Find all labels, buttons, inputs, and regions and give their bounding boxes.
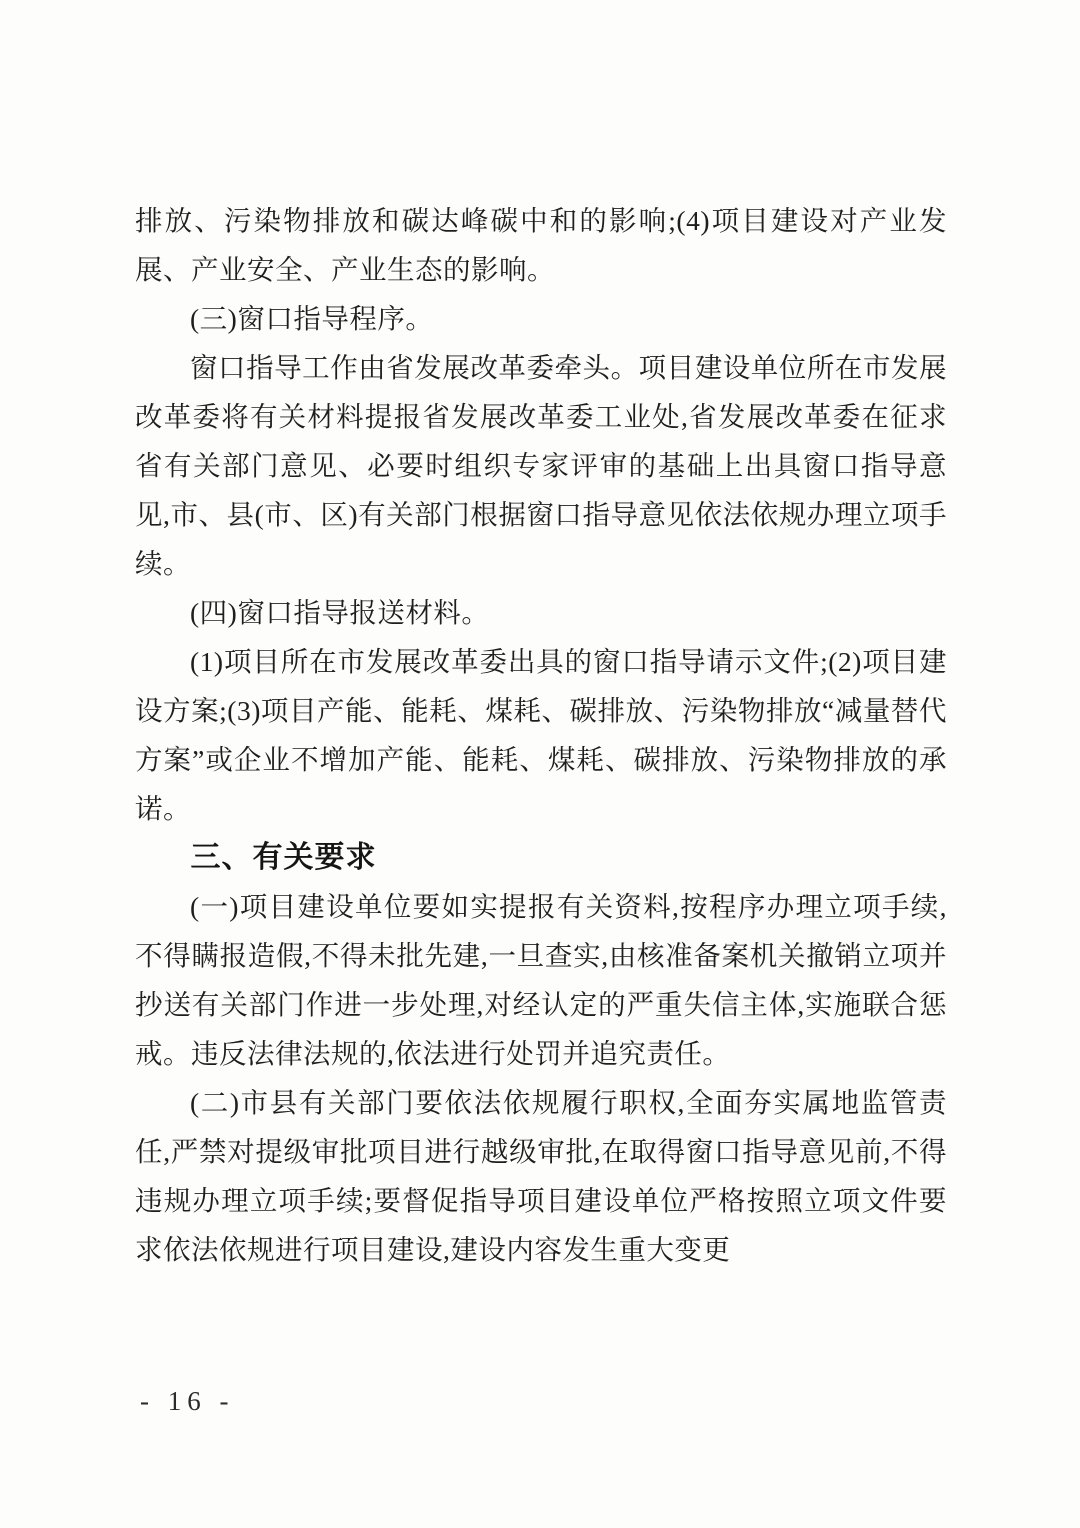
paragraph-requirement-2-city-county-departments: (二)市县有关部门要依法依规履行职权,全面夯实属地监管责任,严禁对提级审批项目进行越级审批,在取得窗口指导意见前,不得违规办理立项手续;要督促指导项目建设单位严格按照立项文件要求依法依规进行项目建设,建设内容发生重大变更 <box>135 1087 947 1265</box>
paragraph-section3-window-guidance-procedure-title: (三)窗口指导程序。 <box>190 303 434 334</box>
page-number: - 16 - <box>140 1386 235 1416</box>
document-body <box>135 196 947 1274</box>
paragraph-submission-materials-list: (1)项目所在市发展改革委出具的窗口指导请示文件;(2)项目建设方案;(3)项目产能、能耗、煤耗、碳排放、污染物排放“减量替代方案”或企业不增加产能、能耗、煤耗、碳排放、污染物排放的承诺。 <box>135 646 947 824</box>
paragraph-window-guidance-procedure-body: 窗口指导工作由省发展改革委牵头。项目建设单位所在市发展改革委将有关材料提报省发展改革委工业处,省发展改革委在征求省有关部门意见、必要时组织专家评审的基础上出具窗口指导意见,市、县(市、区)有关部门根据窗口指导意见依法依规办理立项手续。 <box>135 352 947 579</box>
section-heading-related-requirements: 三、有关要求 <box>190 841 377 874</box>
paragraph-section4-submission-materials-title: (四)窗口指导报送材料。 <box>190 597 490 628</box>
paragraph-requirement-1-project-units: (一)项目建设单位要如实提报有关资料,按程序办理立项手续,不得瞒报造假,不得未批先建,一旦查实,由核准备案机关撤销立项并抄送有关部门作进一步处理,对经认定的严重失信主体,实施联合惩戒。违反法律法规的,依法进行处罚并追究责任。 <box>135 891 947 1069</box>
paragraph-continuation-impacts: 排放、污染物排放和碳达峰碳中和的影响;(4)项目建设对产业发展、产业安全、产业生态的影响。 <box>135 205 947 285</box>
